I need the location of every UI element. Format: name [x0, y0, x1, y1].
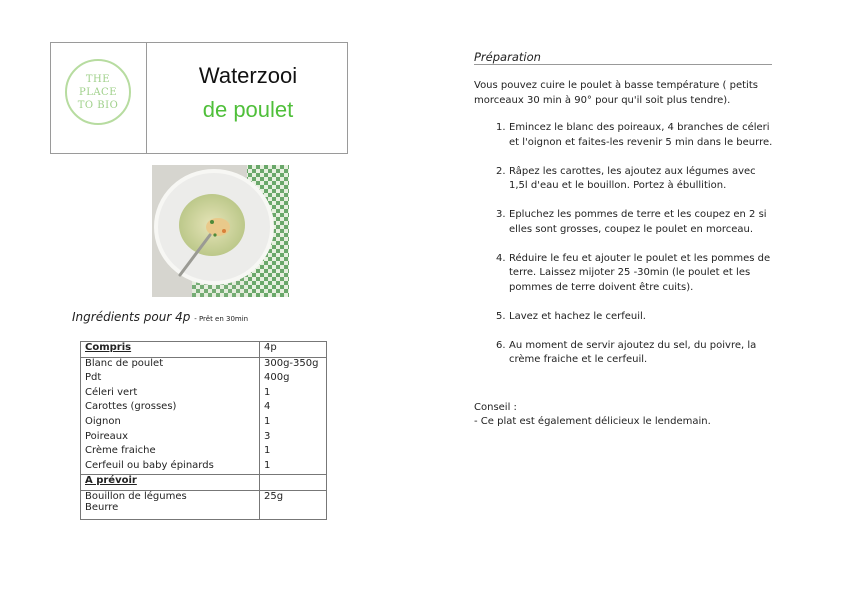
step-item [496, 165, 776, 194]
table-row [81, 387, 327, 402]
ingredient-name: Crème fraiche [81, 445, 260, 460]
step-item [496, 121, 776, 150]
soup-bowl-image [152, 165, 289, 297]
ingredient-name: Cerfeuil ou baby épinards [81, 460, 260, 475]
table-row [81, 490, 327, 519]
ingredient-name: Bouillon de légumes [85, 490, 187, 502]
ingredient-qty: 1 [260, 416, 327, 431]
portion-label: 4p [260, 342, 327, 358]
ingredient-name: Blanc de poulet [81, 357, 260, 372]
logo-line-1: THE PLACE [78, 73, 118, 98]
extra-ingredients [81, 490, 260, 519]
step-text: Epluchez les pommes de terre et les coupez en 2 si elles sont grosses, coupez le poulet en morceau. [509, 209, 767, 235]
step-number: 4. [496, 252, 506, 264]
table-row [81, 372, 327, 387]
step-item [496, 310, 776, 325]
step-item [496, 208, 776, 237]
ingredient-qty: 1 [260, 387, 327, 402]
table-row [81, 357, 327, 372]
preparation-intro: Vous pouvez cuire le poulet à basse température ( petits morceaux 30 min à 90° pour qu'il soit plus tendre). [474, 80, 758, 106]
step-text: Réduire le feu et ajouter le poulet et les pommes de terre. Laissez mijoter 25 -30min (le poulet et les pommes de terre doivent être cuits). [509, 252, 771, 293]
ingredient-name: Carottes (grosses) [81, 401, 260, 416]
ingredient-name: Céleri vert [81, 387, 260, 402]
preparation-steps [496, 121, 776, 382]
ingredient-name: Pdt [81, 372, 260, 387]
step-number: 1. [496, 122, 506, 133]
step-item [496, 252, 776, 296]
step-number: 3. [496, 209, 506, 220]
section-label: Compris [81, 342, 260, 358]
section-header-a-prevoir [81, 475, 327, 491]
section-header-compris [81, 342, 327, 358]
step-text: Au moment de servir ajoutez du sel, du poivre, la crème fraiche et le cerfeuil. [509, 339, 757, 365]
table-row [81, 416, 327, 431]
ingredient-qty: 1 [260, 445, 327, 460]
ingredient-qty: 4 [260, 401, 327, 416]
empty-cell [260, 475, 327, 491]
preparation-divider [474, 64, 772, 65]
ingredient-qty: 300g-350g [260, 357, 327, 372]
recipe-title: Waterzooi [198, 63, 298, 88]
ingredient-name: Oignon [81, 416, 260, 431]
recipe-subtitle: de poulet [202, 97, 294, 122]
logo-line-2: TO BIO [77, 99, 119, 111]
step-text: Lavez et hachez le cerfeuil. [509, 310, 646, 322]
ingredients-time: - Prêt en 30min [194, 315, 249, 323]
table-row [81, 431, 327, 446]
preparation-title: Préparation [474, 50, 541, 64]
section-label: A prévoir [81, 475, 260, 491]
soup-bowl-photo [152, 165, 289, 297]
ingredients-title: Ingrédients pour 4p [72, 310, 191, 324]
ingredients-heading [72, 310, 248, 324]
ingredient-qty: 25g [260, 490, 327, 519]
ingredient-qty: 400g [260, 372, 327, 387]
step-number: 5. [496, 310, 506, 322]
ingredient-name: Beurre [85, 501, 119, 513]
the-place-to-bio-logo [65, 59, 131, 125]
step-number: 2. [496, 165, 506, 177]
ingredient-name: Poireaux [81, 431, 260, 446]
step-text: Emincez le blanc des poireaux, 4 branches de céleri et l'oignon et faites-les revenir 5 min dans le beurre. [509, 122, 773, 148]
recipe-header-box [50, 42, 348, 154]
table-row [81, 460, 327, 475]
ingredient-qty: 1 [260, 460, 327, 475]
tip-label: Conseil : [474, 402, 517, 413]
step-text: Râpez les carottes, les ajoutez aux légumes avec 1,5l d'eau et le bouillon. Portez à ébullition. [509, 165, 756, 191]
table-row [81, 401, 327, 416]
tip-text: - Ce plat est également délicieux le lendemain. [474, 416, 711, 427]
step-item [496, 339, 776, 368]
step-number: 6. [496, 339, 506, 351]
table-row [81, 445, 327, 460]
ingredients-table [80, 341, 327, 520]
ingredient-qty: 3 [260, 431, 327, 446]
